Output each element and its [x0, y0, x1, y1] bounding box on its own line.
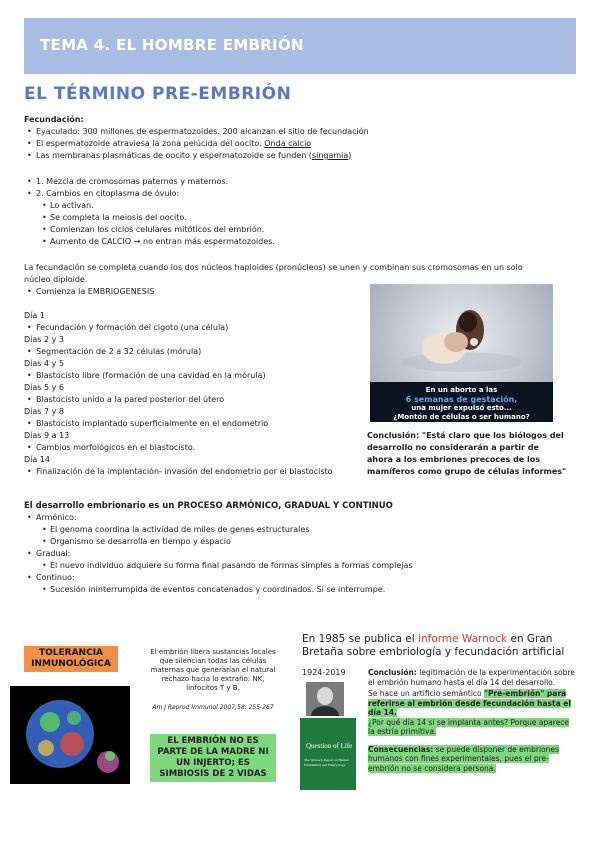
reference-citation: Am J Reprod Immunol 2007;58: 255-267 — [152, 704, 274, 711]
book-title: Question of Life — [306, 742, 353, 750]
consecuencias-text: Consecuencias: se puede disponer de embriones humanos con fines experimentales, pues el pre-embrión no se considera persona. — [368, 744, 559, 773]
warnock-title: En 1985 se publica el informe Warnock en Gran Bretaña sobre embriología y fecundación artificial — [302, 633, 565, 658]
desarrollo-heading: El desarrollo embrionario es un PROCESO ARMÓNICO, GRADUAL Y CONTINUO — [24, 501, 393, 511]
simbiosis-callout: EL EMBRIÓN NO ES PARTE DE LA MADRE NI UN INJERTO; ES SIMBIOSIS DE 2 VIDAS — [150, 734, 276, 782]
pre-embrion-highlight: "Pre-embrión" para referirse al embrión desde fecundación hasta el día 14. — [368, 689, 571, 717]
embryo-caption — [370, 382, 553, 422]
dia-desc: • Blastocisto libre (formación de una cavidad en la mórula) — [24, 370, 359, 382]
fase-subitem: • Comienzan los ciclos celulares mitóticos del embrión. — [24, 224, 564, 236]
dia-label: Día 1 — [24, 311, 45, 320]
artificio-text: Se hace un artificio semántico "Pre-embrión" para referirse al embrión desde fecundación hasta el día 14. — [368, 689, 571, 717]
fecundacion-item: • Las membranas plasmáticas de oocito y espermatozoide se funden (singamia) — [24, 150, 564, 162]
portrait-illustration — [306, 682, 344, 716]
book-subtitle: The Warnock Report on Human Fertilisation and Embryology — [304, 758, 349, 767]
header-banner — [24, 18, 576, 74]
dias-timeline — [24, 310, 359, 478]
cells-illustration — [10, 686, 130, 784]
desarrollo-item: • Continuo: — [24, 572, 574, 584]
dia-desc: • Cambios morfológicos en el blastocisto. — [24, 442, 359, 454]
embrion-libera-text: El embrión libera sustancias locales que silencian todas las células maternas que generarían el natural rechazo hacia lo extraño: NK, linfocitos T y B. — [150, 648, 276, 692]
singamia-term: singamia — [311, 151, 349, 160]
dia-desc: • Segmentación de 2 a 32 células (mórula) — [24, 346, 359, 358]
dia-label: Días 5 y 6 — [24, 383, 64, 392]
completa-text: La fecundación se completa cuando los dos núcleos haploides (pronúcleos) se unen y combinan sus cromosomas en un solo núcleo diploide. — [24, 263, 523, 284]
warnock-conclusion: Conclusión: legitimación de la experimentación sobre el embrión humano hasta el día 14 del desarrollo. — [368, 668, 575, 687]
desarrollo-subitem: • El genoma coordina la actividad de miles de genes estructurales — [24, 524, 574, 536]
dia-desc: • Fecundación y formación del cigoto (una célula) — [24, 322, 359, 334]
fecundacion-heading: Fecundación: — [24, 115, 84, 124]
book-cover — [300, 718, 356, 790]
dia-label: Días 2 y 3 — [24, 335, 64, 344]
dia-label: Días 9 a 13 — [24, 431, 70, 440]
desarrollo-subitem: • Organismo se desarrolla en tiempo y espacio — [24, 536, 574, 548]
banner-title: TEMA 4. EL HOMBRE EMBRIÓN — [40, 36, 304, 54]
caption-line: una mujer expulsó esto... — [411, 404, 512, 412]
desarrollo-item: • Gradual: — [24, 548, 574, 560]
porque-text: ¿Por qué día 14 si se implanta antes? Porque aparece la estría primitiva. — [368, 717, 570, 736]
warnock-years: 1924-2019 — [302, 668, 346, 677]
warnock-report-name: informe Warnock — [418, 633, 508, 645]
page-title: EL TÉRMINO PRE-EMBRIÓN — [24, 84, 292, 104]
desarrollo-section — [24, 500, 574, 596]
conclusion-quote: Conclusión: "Está claro que los biólogos del desarrollo no considerarán a partir de ahora a los embriones precoces de los mamíferos como grupo de células informes" — [367, 431, 567, 476]
dia-label: Días 4 y 5 — [24, 359, 64, 368]
dia-desc: • Blastocisto implantado superficialmente en el endometrio — [24, 418, 359, 430]
fase-item: • 2. Cambios en citoplasma de óvulo: — [24, 188, 564, 200]
dia-desc: • Blastocisto unido a la pared posterior del útero — [24, 394, 359, 406]
embriogenesis-item: • Comienza la EMBRIOGENESIS — [24, 286, 544, 298]
fase-subitem: • Lo activan. — [24, 200, 564, 212]
tolerancia-label: TOLERANCIA INMUNOLÓGICA — [24, 646, 118, 672]
fase-item: • 1. Mezcla de cromosomas paternos y maternos. — [24, 176, 564, 188]
desarrollo-subitem: • El nuevo individuo adquiere su forma final pasando de formas simples a formas complejas — [24, 560, 574, 572]
warnock-details — [368, 668, 576, 773]
caption-line: ¿Montón de células o ser humano? — [393, 413, 530, 421]
desarrollo-subitem: • Sucesión ininterrumpida de eventos concatenados y coordinados. Si se interrumpe. — [24, 584, 574, 596]
caption-line: En un aborto a las — [425, 386, 498, 394]
fases-section — [24, 176, 564, 248]
desarrollo-item: • Armónico: — [24, 512, 574, 524]
fase-subitem: • Aumento de CALCIO → no entran más espermatozoides. — [24, 236, 564, 248]
warnock-portrait — [306, 682, 344, 716]
dia-desc: • Finalización de la implantación- invasión del endometrio por el blastocisto — [24, 466, 359, 478]
embryo-illustration — [370, 284, 553, 382]
caption-line: 6 semanas de gestación, — [405, 395, 518, 404]
embryo-photo — [370, 284, 553, 422]
fase-subitem: • Se completa la meiosis del oocito. — [24, 212, 564, 224]
fecundacion-item: • El espermatozoide atraviesa la zona pelúcida del oocito. Onda calcio — [24, 138, 564, 150]
dia-label: Días 7 y 8 — [24, 407, 64, 416]
fecundacion-item: • Eyaculado: 300 millones de espermatozoides. 200 alcanzan el sitio de fecundación — [24, 126, 564, 138]
dia-label: Día 14 — [24, 455, 51, 464]
fecundacion-section — [24, 114, 564, 162]
cells-photo — [10, 686, 130, 784]
onda-calcio-link: Onda calcio — [264, 139, 312, 148]
